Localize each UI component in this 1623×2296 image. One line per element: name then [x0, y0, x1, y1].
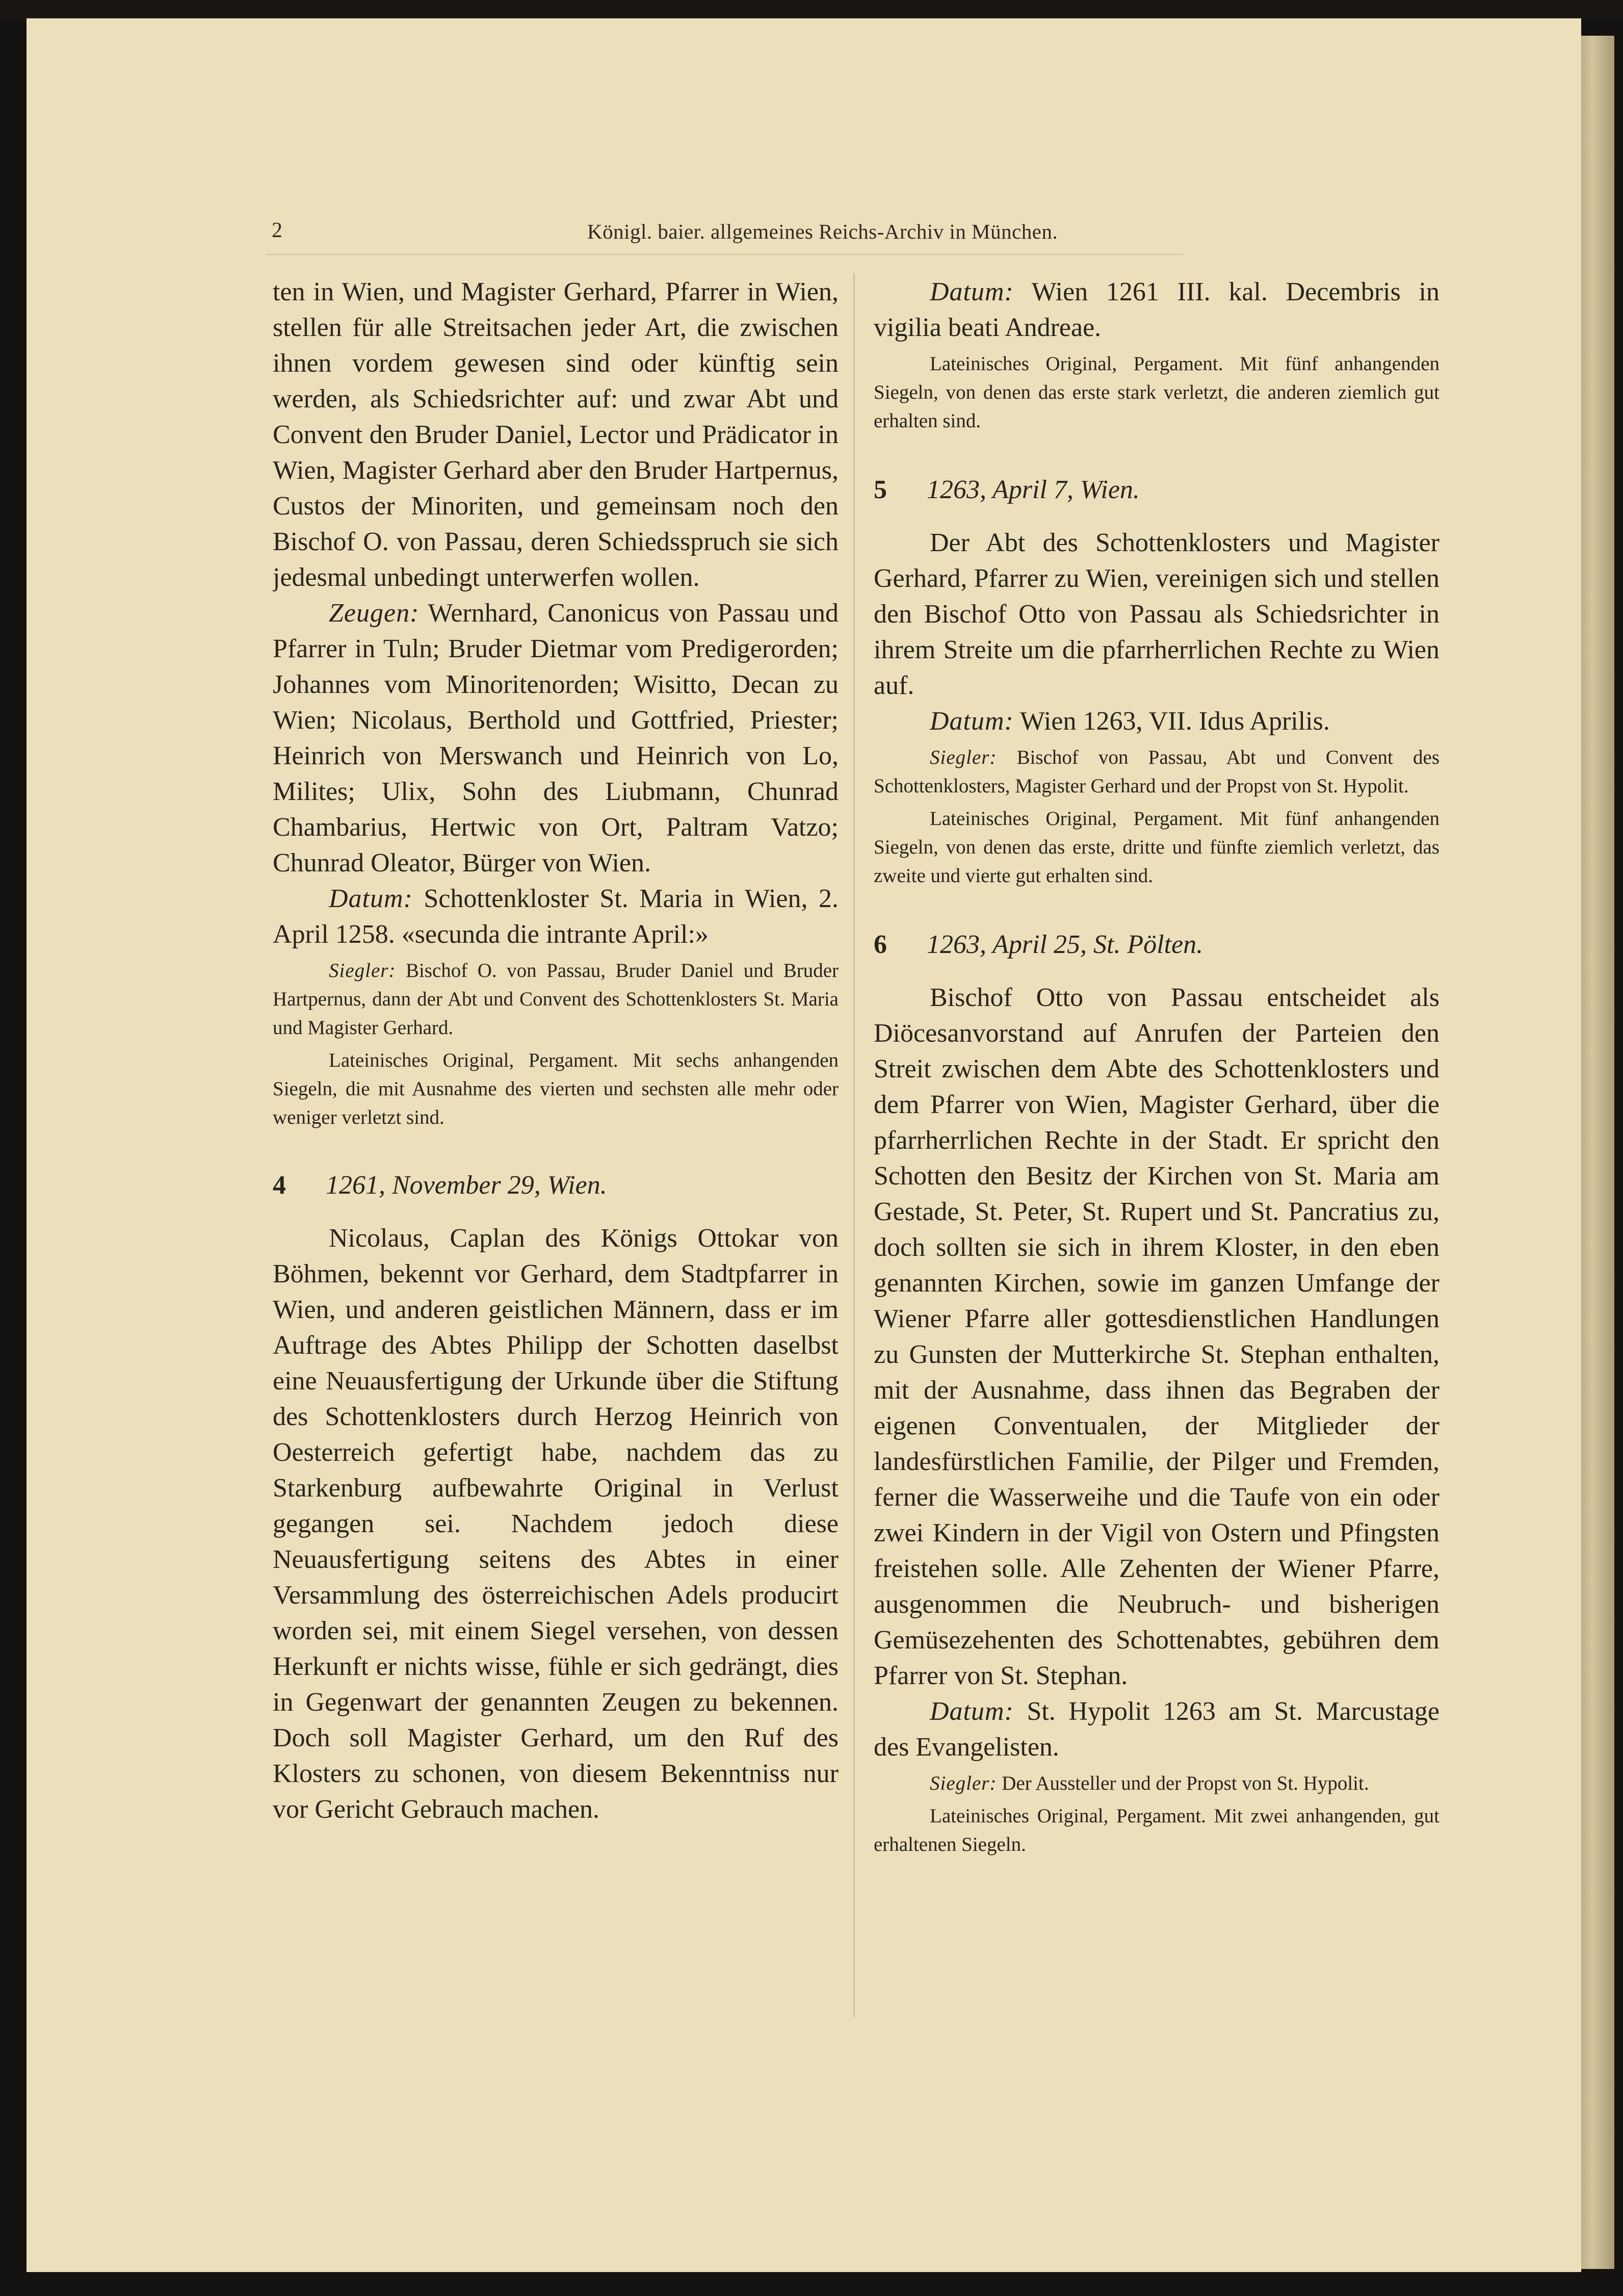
siegler-label: Siegler:	[329, 960, 396, 982]
entry5-siegler	[874, 743, 1439, 801]
entry4-date: 1261, November 29, Wien.	[326, 1171, 607, 1200]
entry5-text: Der Abt des Schottenklosters und Magister Gerhard, Pfarrer zu Wien, vereinigen sich und stellen den Bischof Otto von Passau als Schiedsrichter in ihrem Streite um die pfarrherrlichen Rechte zu Wien auf.	[874, 528, 1439, 700]
entry5-date: 1263, April 7, Wien.	[927, 475, 1140, 504]
zeugen-label: Zeugen:	[329, 599, 420, 628]
entry4-number: 4	[273, 1171, 286, 1200]
datum-text: Schottenkloster St. Maria in Wien, 2. April 1258. «secunda die intrante April:»	[273, 884, 839, 949]
entry5-number: 5	[874, 475, 887, 504]
entry4-datum	[874, 274, 1439, 346]
datum-text: Wien 1261 III. kal. Decembris in vigilia beati Andreae.	[874, 277, 1439, 342]
entry4-heading	[273, 1168, 839, 1203]
paper-sheet	[27, 18, 1581, 2272]
entry6-number: 6	[874, 930, 887, 959]
header-divider	[266, 254, 1184, 255]
left-column	[273, 274, 839, 2018]
datum-label: Datum:	[329, 884, 413, 913]
entry6-note: Lateinisches Original, Pergament. Mit zwei anhangenden, gut erhaltenen Siegeln.	[874, 1805, 1439, 1855]
entry4-text: Nicolaus, Caplan des Königs Ottokar von Böhmen, bekennt vor Gerhard, dem Stadtpfarrer in Wien, und anderen geistlichen Männern, dass er im Auftrage des Abtes Philipp der Schotten daselbst eine Neuausfertigung der Urkunde über die Stiftung des Schottenklosters durch Herzog Heinrich von Oesterreich gefertigt habe, nachdem das zu Starkenburg aufbewahrte Original in Verlust gegangen sei. Nachdem jedoch diese Neuausfertigung seitens des Abtes in einer Versammlung des österreichischen Adels producirt worden sei, mit einem Siegel versehen, von dessen Herkunft er nichts wisse, fühle er sich gedrängt, dies in Gegenwart der genannten Zeugen zu bekennen. Doch soll Magister Gerhard, um den Ruf des Klosters zu schonen, von diesem Bekenntniss nur vor Gericht Gebrauch machen.	[273, 1224, 839, 1824]
entry6-date: 1263, April 25, St. Pölten.	[927, 930, 1203, 959]
datum-label: Datum:	[930, 1697, 1014, 1726]
entry4-note: Lateinisches Original, Pergament. Mit fünf anhangenden Siegeln, von denen das erste stark verletzt, die anderen ziemlich gut erhalten sind.	[874, 353, 1439, 432]
entry3-datum	[273, 881, 839, 952]
entry6-siegler	[874, 1769, 1439, 1798]
zeugen-text: Wernhard, Canonicus von Passau und Pfarrer in Tuln; Bruder Dietmar vom Predigerorden; Johannes vom Minoritenorden; Wisitto, Decan zu Wien; Nicolaus, Berthold und Gottfried, Priester; Heinrich von Merswanch und Heinrich von Lo, Milites; Ulix, Sohn des Liubmann, Chunrad Chambarius, Hertwic von Ort, Paltram Vatzo; Chunrad Oleator, Bürger von Wien.	[273, 599, 839, 878]
siegler-label: Siegler:	[930, 746, 997, 768]
datum-label: Datum:	[930, 707, 1014, 736]
column-divider	[853, 273, 855, 2017]
siegler-text: Bischof von Passau, Abt und Convent des Schottenklosters, Magister Gerhard und der Propst von St. Hypolit.	[874, 746, 1439, 797]
entry5-datum	[874, 704, 1439, 739]
siegler-label: Siegler:	[930, 1772, 997, 1794]
entry6-text: Bischof Otto von Passau entscheidet als Diöcesanvorstand auf Anrufen der Parteien den Streit zwischen dem Abte des Schottenklosters und dem Pfarrer von Wien, Magister Gerhard, über die pfarrherrlichen Rechte in der Stadt. Er spricht den Schotten den Besitz der Kirchen von St. Maria am Gestade, St. Peter, St. Rupert und St. Pancratius zu, doch sollten sie sich in ihrem Kloster, in den eben genannten Kirchen, sowie im ganzen Umfange der Wiener Pfarre aller gottesdienstlichen Handlungen zu Gunsten der Mutterkirche St. Stephan enthalten, mit der Ausnahme, dass ihnen das Begraben der eigenen Conventualen, der Mitglieder der landesfürstlichen Familie, der Pilger und Fremden, ferner die Wasserweihe und die Taufe von ein oder zwei Kindern in der Vigil von Ostern und Pfingsten freistehen solle. Alle Zehenten der Wiener Pfarre, ausgenommen die Neubruch- und bisherigen Gemüsezehenten des Schottenabtes, gebühren dem Pfarrer von St. Stephan.	[874, 983, 1439, 1690]
next-page-edge	[1578, 36, 1614, 2269]
entry3-note: Lateinisches Original, Pergament. Mit sechs anhangenden Siegeln, die mit Ausnahme des vierten und sechsten alle mehr oder weniger verletzt sind.	[273, 1049, 839, 1128]
page-number: 2	[272, 219, 282, 242]
datum-label: Datum:	[930, 277, 1014, 306]
siegler-text: Bischof O. von Passau, Bruder Daniel und Bruder Hartpernus, dann der Abt und Convent des Schottenklosters St. Maria und Magister Gerhard.	[273, 960, 839, 1039]
entry3-siegler	[273, 957, 839, 1042]
entry3-witnesses	[273, 596, 839, 881]
datum-text: St. Hypolit 1263 am St. Marcustage des Evangelisten.	[874, 1697, 1439, 1762]
entry5-heading	[874, 472, 1439, 508]
entry6-heading	[874, 927, 1439, 963]
entry3-continuation: ten in Wien, und Magister Gerhard, Pfarrer in Wien, stellen für alle Streitsachen jeder Art, die zwischen ihnen vordem gewesen sind oder künftig sein werden, als Schiedsrichter auf: und zwar Abt und Convent den Bruder Daniel, Lector und Prädicator in Wien, Magister Gerhard aber den Bruder Hartpernus, Custos der Minoriten, und gemeinsam noch den Bischof O. von Passau, deren Schiedsspruch sie sich jedesmal unbedingt unterwerfen wollen.	[273, 277, 839, 592]
entry6-datum	[874, 1694, 1439, 1765]
siegler-text: Der Aussteller und der Propst von St. Hypolit.	[997, 1772, 1369, 1794]
scan-border	[0, 0, 1623, 18]
entry5-note: Lateinisches Original, Pergament. Mit fünf anhangenden Siegeln, von denen das erste, dritte und fünfte ziemlich verletzt, das zweite und vierte gut erhalten sind.	[874, 808, 1439, 887]
datum-text: Wien 1263, VII. Idus Aprilis.	[1013, 707, 1330, 736]
right-column	[874, 274, 1439, 2018]
page-header	[27, 218, 1581, 249]
running-title: Königl. baier. allgemeines Reichs-Archiv in München.	[587, 220, 1058, 243]
